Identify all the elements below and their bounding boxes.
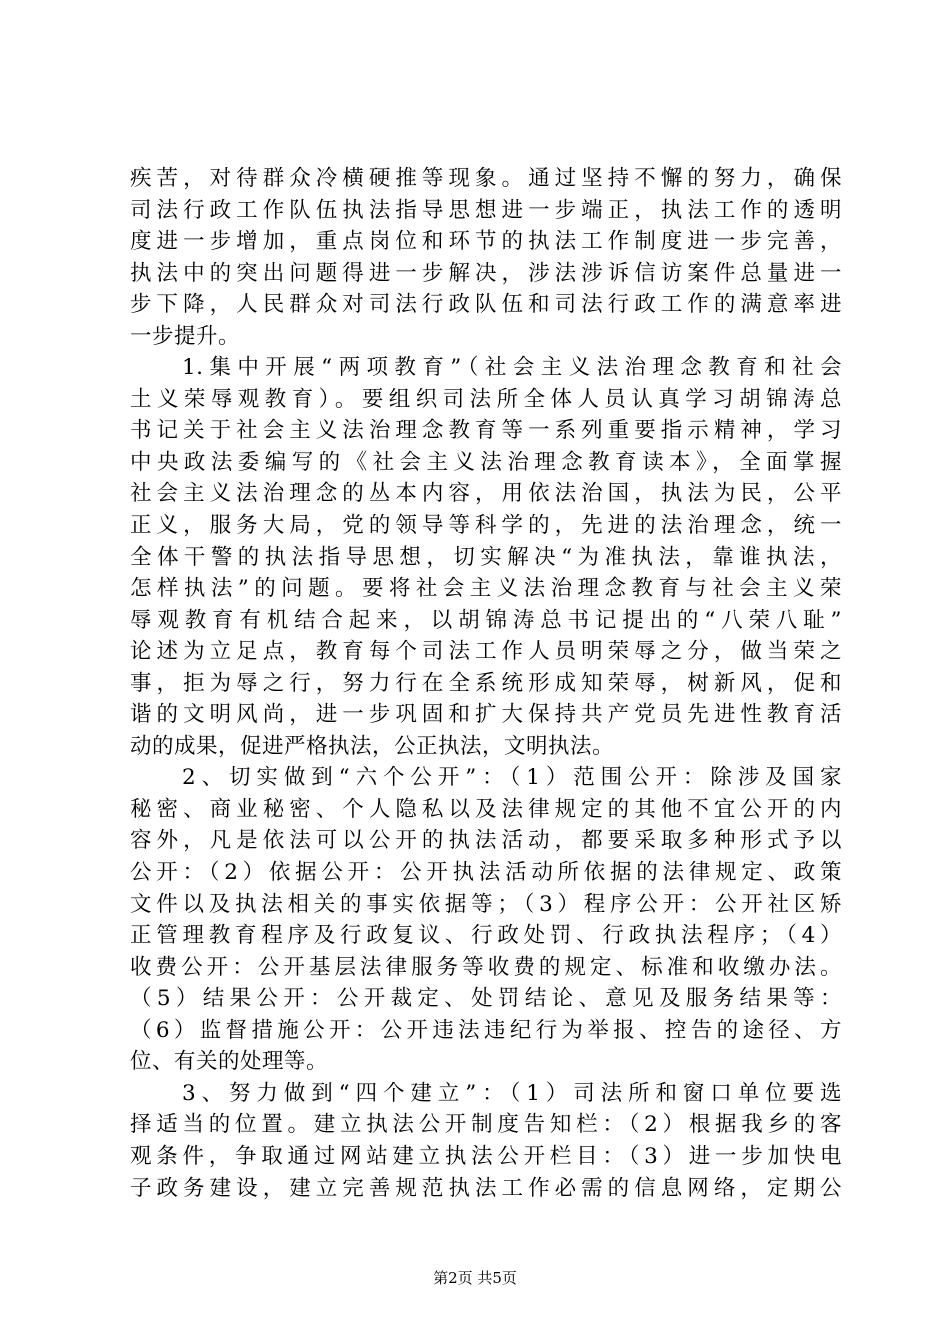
paragraph [130,163,842,352]
text-line: 论述为立足点，教育每个司法工作人员明荣辱之分，做当荣之 [130,639,842,665]
text-line: 书记关于社会主义法治理念教育等一系列重要指示精神，学习 [130,418,842,444]
text-line: 公开：（2）依据公开：公开执法活动所依据的法律规定、政策 [130,860,842,886]
document-body [130,163,842,1204]
text-line: 文件以及执法相关的事实依据等；（3）程序公开：公开社区矫 [130,891,842,917]
text-line: 怎样执法”的问题。要将社会主义法治理念教育与社会主义荣 [130,576,842,602]
text-line: 步下降，人民群众对司法行政队伍和司法行政工作的满意率进 [130,292,842,318]
paragraph [130,1078,842,1204]
text-line: 一步提升。 [130,323,241,349]
text-line: 土义荣辱观教育）。要组织司法所全体人员认真学习胡锦涛总 [130,386,842,412]
text-line: 正义，服务大局，党的领导等科学的，先进的法治理念，统一 [130,513,842,539]
text-line: 1.集中开展“两项教育”（社会主义法治理念教育和社会 [182,355,842,381]
text-line: 观条件，争取通过网站建立执法公开栏目：（3）进一步加快电 [130,1143,842,1169]
text-line: 谐的文明风尚，进一步巩固和扩大保持共产党员先进性教育活 [130,702,842,728]
text-line: （6）监督措施公开：公开违法违纪行为举报、控告的途径、方 [130,1017,842,1043]
text-line: 疾苦，对待群众冷横硬推等现象。通过坚持不懈的努力，确保 [130,166,842,191]
text-line: （5）结果公开：公开裁定、处罚结论、意见及服务结果等： [130,986,842,1012]
text-line: 度进一步增加，重点岗位和环节的执法工作制度进一步完善， [130,229,842,255]
text-line: 位、有关的处理等。 [130,1049,329,1075]
text-line: 司法行政工作队伍执法指导思想进一步端正，执法工作的透明 [130,197,842,223]
text-line: 子政务建设，建立完善规范执法工作必需的信息网络，定期公 [130,1175,842,1201]
text-line: 辱观教育有机结合起来，以胡锦涛总书记提出的“八荣八耻” [130,607,842,633]
text-line: 择适当的位置。建立执法公开制度告知栏：（2）根据我乡的客 [130,1112,842,1138]
text-line: 正管理教育程序及行政复议、行政处罚、行政执法程序；（4） [130,923,842,949]
text-line: 中央政法委编写的《社会主义法治理念教育读本》，全面掌握 [130,449,842,475]
text-line: 2、切实做到“六个公开”：（1）范围公开：除涉及国家 [182,765,842,791]
text-line: 社会主义法治理念的丛本内容，用依法治国，执法为民，公平 [130,481,842,507]
text-line: 事，拒为辱之行，努力行在全系统形成知荣辱，树新风，促和 [130,670,842,696]
page-number-footer: 第2页 共5页 [433,1269,517,1287]
text-line: 秘密、商业秘密、个人隐私以及法律规定的其他不宜公开的内 [130,796,842,822]
paragraph [130,352,842,762]
text-line: 容外，凡是依法可以公开的执法活动，都要采取多种形式予以 [130,828,842,854]
text-line: 收费公开：公开基层法律服务等收费的规定、标准和收缴办法。 [130,954,842,980]
text-line: 动的成果，促进严格执法，公正执法，文明执法。 [130,733,615,759]
text-line: 全体干警的执法指导思想，切实解决“为准执法，靠谁执法， [130,544,842,570]
text-line: 执法中的突出问题得进一步解决，涉法涉诉信访案件总量进一 [130,260,842,286]
paragraph [130,762,842,1077]
text-line: 3、努力做到“四个建立”：（1）司法所和窗口单位要选 [182,1080,842,1106]
